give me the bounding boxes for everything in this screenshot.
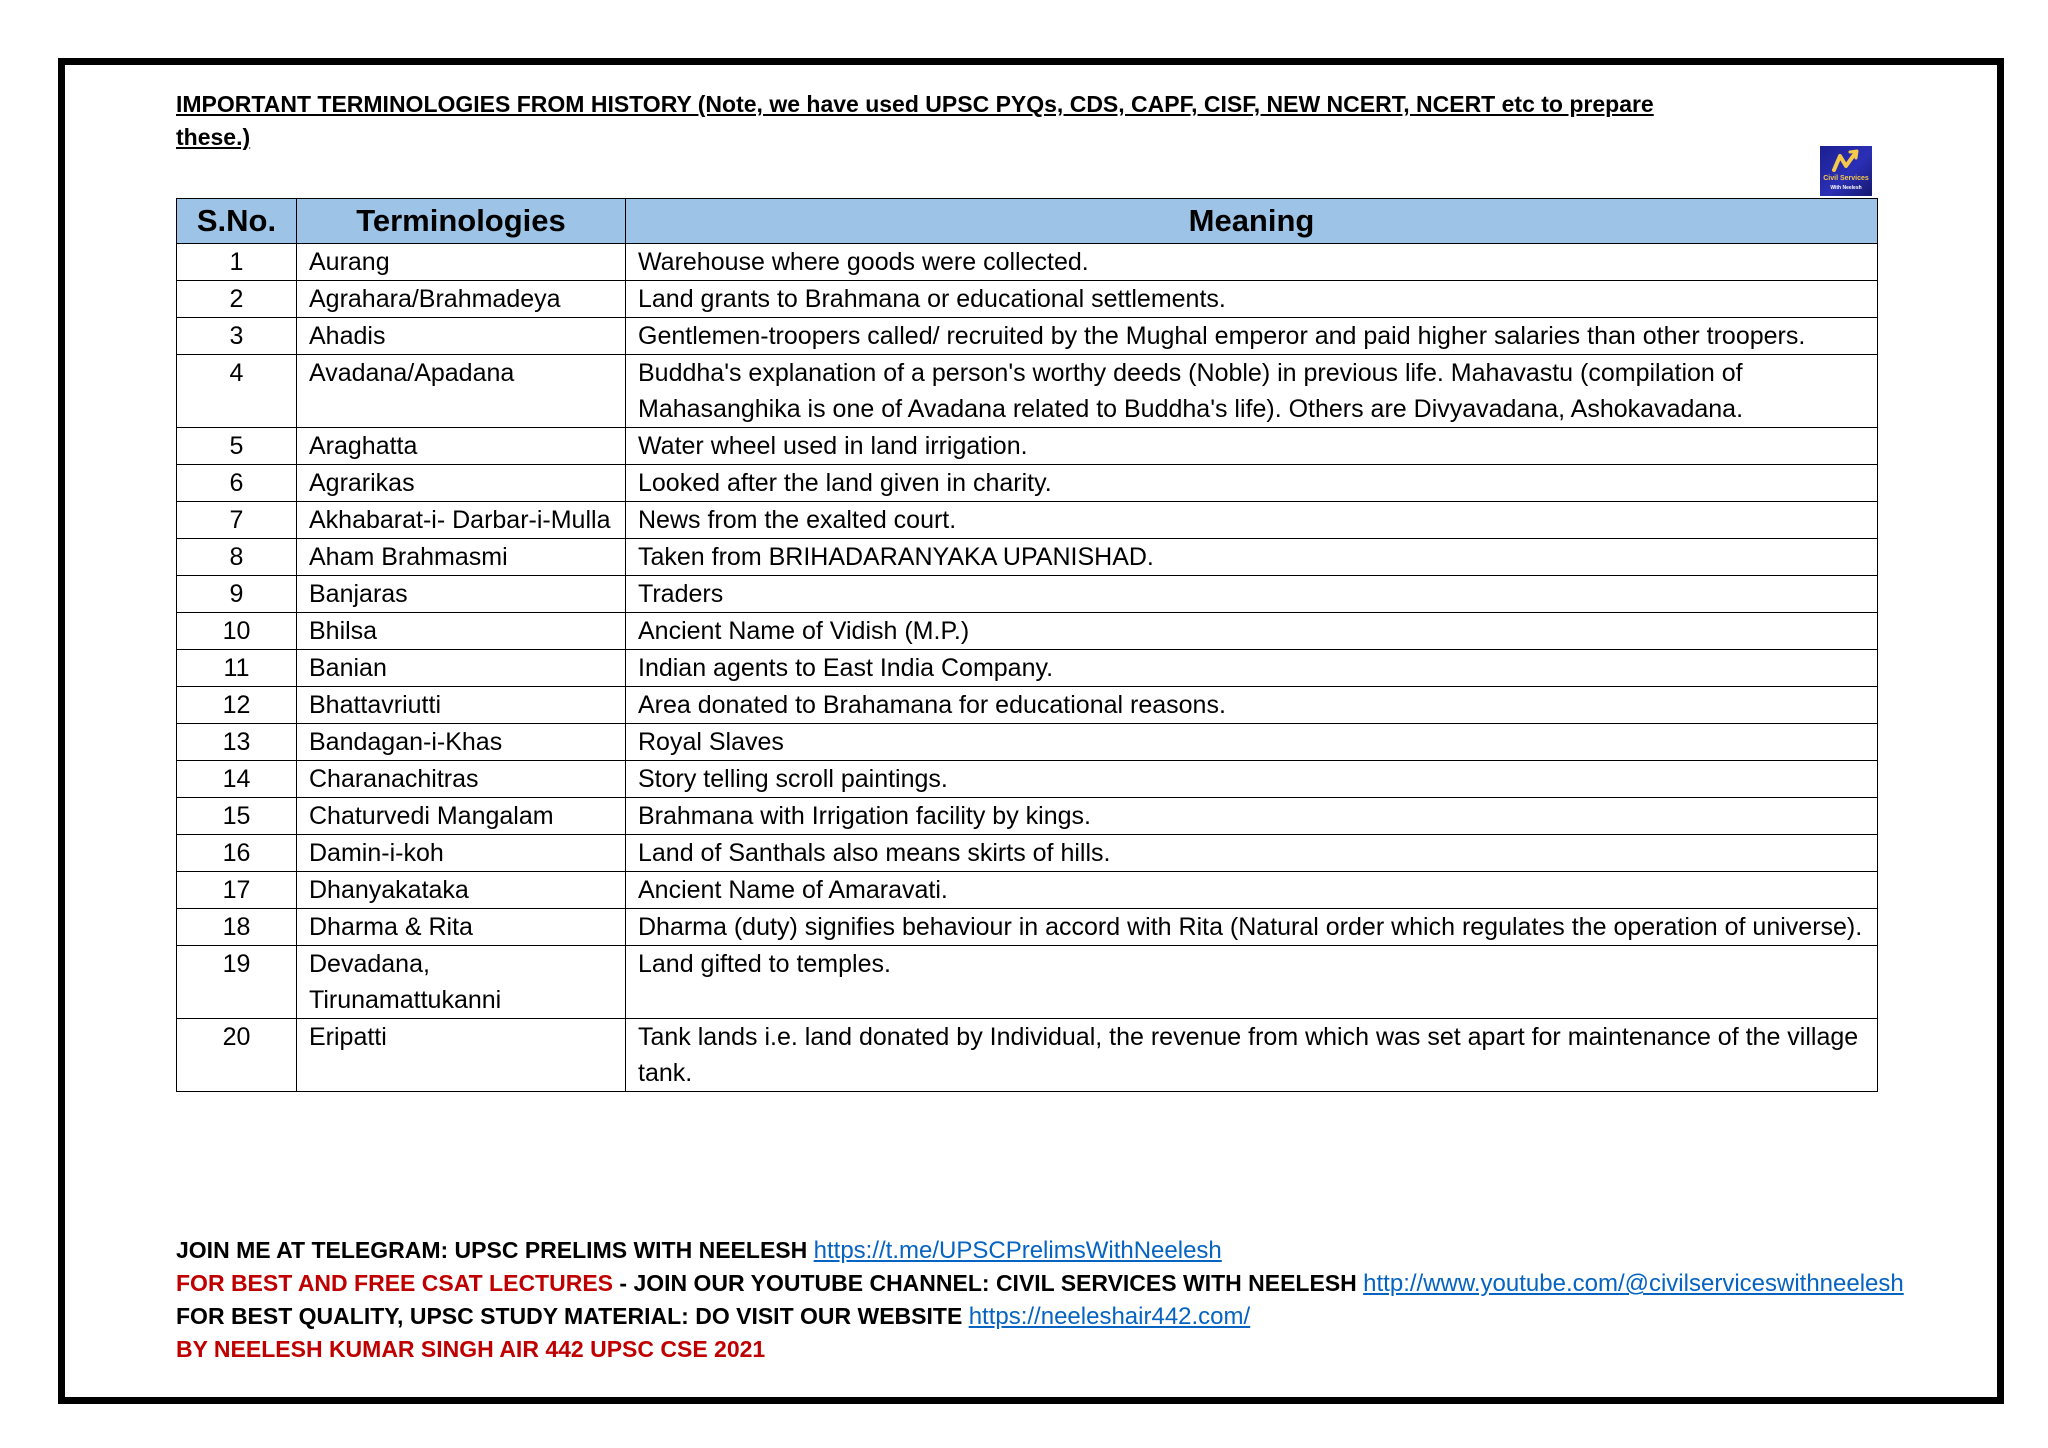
cell-sno: 20	[177, 1019, 297, 1092]
footer-website-line	[176, 1300, 1976, 1333]
table-row	[177, 281, 1878, 318]
cell-sno: 5	[177, 428, 297, 465]
cell-sno: 10	[177, 613, 297, 650]
page-title: IMPORTANT TERMINOLOGIES FROM HISTORY (Note, we have used UPSC PYQs, CDS, CAPF, CISF, NEW NCERT, NCERT etc to prepare these.)	[176, 91, 1654, 150]
terminology-table	[176, 198, 1878, 1092]
telegram-link[interactable]: https://t.me/UPSCPrelimsWithNeelesh	[813, 1237, 1222, 1264]
cell-meaning: Looked after the land given in charity.	[626, 465, 1878, 502]
cell-term: Aurang	[297, 244, 626, 281]
cell-sno: 1	[177, 244, 297, 281]
cell-sno: 8	[177, 539, 297, 576]
cell-meaning: Tank lands i.e. land donated by Individual, the revenue from which was set apart for maintenance of the village tank.	[626, 1019, 1878, 1092]
website-text: FOR BEST QUALITY, UPSC STUDY MATERIAL: DO VISIT OUR WEBSITE	[176, 1303, 969, 1329]
table-row	[177, 798, 1878, 835]
table-row	[177, 872, 1878, 909]
cell-meaning: Land gifted to temples.	[626, 946, 1878, 1019]
civil-services-logo	[1820, 146, 1872, 196]
table-row	[177, 613, 1878, 650]
table-row	[177, 428, 1878, 465]
cell-term: Araghatta	[297, 428, 626, 465]
cell-sno: 13	[177, 724, 297, 761]
table-row	[177, 244, 1878, 281]
cell-meaning: Indian agents to East India Company.	[626, 650, 1878, 687]
cell-term: Banjaras	[297, 576, 626, 613]
website-link[interactable]: https://neeleshair442.com/	[968, 1303, 1251, 1330]
youtube-link[interactable]: http://www.youtube.com/@civilserviceswithneelesh	[1363, 1270, 1904, 1297]
table-body	[177, 244, 1878, 1092]
cell-term: Agrahara/Brahmadeya	[297, 281, 626, 318]
table-row	[177, 835, 1878, 872]
cell-sno: 16	[177, 835, 297, 872]
table-row	[177, 761, 1878, 798]
cell-meaning: News from the exalted court.	[626, 502, 1878, 539]
table-row	[177, 650, 1878, 687]
header-meaning: Meaning	[626, 199, 1878, 244]
cell-meaning: Warehouse where goods were collected.	[626, 244, 1878, 281]
table-row	[177, 909, 1878, 946]
cell-term: Akhabarat-i- Darbar-i-Mulla	[297, 502, 626, 539]
header-sno: S.No.	[177, 199, 297, 244]
cell-term: Damin-i-koh	[297, 835, 626, 872]
cell-sno: 19	[177, 946, 297, 1019]
cell-term: Ahadis	[297, 318, 626, 355]
table-row	[177, 502, 1878, 539]
cell-meaning: Water wheel used in land irrigation.	[626, 428, 1878, 465]
cell-meaning: Buddha's explanation of a person's worthy deeds (Noble) in previous life. Mahavastu (compilation of Mahasanghika is one of Avadana related to Buddha's life). Others are Divyavadana, Ashokavadana.	[626, 355, 1878, 428]
cell-sno: 17	[177, 872, 297, 909]
table-row	[177, 946, 1878, 1019]
cell-meaning: Royal Slaves	[626, 724, 1878, 761]
cell-sno: 2	[177, 281, 297, 318]
cell-meaning: Brahmana with Irrigation facility by kings.	[626, 798, 1878, 835]
table-row	[177, 576, 1878, 613]
logo-swoosh-icon	[1820, 146, 1872, 176]
cell-sno: 4	[177, 355, 297, 428]
cell-term: Avadana/Apadana	[297, 355, 626, 428]
cell-term: Chaturvedi Mangalam	[297, 798, 626, 835]
footer-author-line: BY NEELESH KUMAR SINGH AIR 442 UPSC CSE 2021	[176, 1336, 766, 1362]
cell-sno: 18	[177, 909, 297, 946]
table-row	[177, 687, 1878, 724]
cell-term: Bandagan-i-Khas	[297, 724, 626, 761]
cell-meaning: Area donated to Brahamana for educational reasons.	[626, 687, 1878, 724]
cell-sno: 14	[177, 761, 297, 798]
table-row	[177, 465, 1878, 502]
table-row	[177, 318, 1878, 355]
cell-term: Charanachitras	[297, 761, 626, 798]
csat-red-text: FOR BEST AND FREE CSAT LECTURES	[176, 1270, 620, 1296]
table-row	[177, 724, 1878, 761]
cell-sno: 7	[177, 502, 297, 539]
table-row	[177, 539, 1878, 576]
cell-sno: 15	[177, 798, 297, 835]
cell-meaning: Land of Santhals also means skirts of hills.	[626, 835, 1878, 872]
cell-meaning: Traders	[626, 576, 1878, 613]
cell-sno: 12	[177, 687, 297, 724]
cell-term: Eripatti	[297, 1019, 626, 1092]
footer	[176, 1234, 1976, 1366]
cell-meaning: Ancient Name of Amaravati.	[626, 872, 1878, 909]
cell-term: Agrarikas	[297, 465, 626, 502]
logo-text-line2: With Neelesh	[1830, 185, 1862, 191]
cell-meaning: Story telling scroll paintings.	[626, 761, 1878, 798]
cell-term: Devadana, Tirunamattukanni	[297, 946, 626, 1019]
cell-meaning: Land grants to Brahmana or educational settlements.	[626, 281, 1878, 318]
cell-term: Dhanyakataka	[297, 872, 626, 909]
cell-meaning: Taken from BRIHADARANYAKA UPANISHAD.	[626, 539, 1878, 576]
cell-term: Banian	[297, 650, 626, 687]
cell-sno: 9	[177, 576, 297, 613]
telegram-text: JOIN ME AT TELEGRAM: UPSC PRELIMS WITH NEELESH	[176, 1237, 814, 1263]
cell-term: Dharma & Rita	[297, 909, 626, 946]
cell-term: Bhilsa	[297, 613, 626, 650]
header-terminologies: Terminologies	[297, 199, 626, 244]
cell-term: Aham Brahmasmi	[297, 539, 626, 576]
table-header-row	[177, 199, 1878, 244]
csat-text: - JOIN OUR YOUTUBE CHANNEL: CIVIL SERVICES WITH NEELESH	[619, 1270, 1364, 1296]
table-row	[177, 1019, 1878, 1092]
cell-sno: 6	[177, 465, 297, 502]
logo-text-line1: Civil Services	[1823, 175, 1869, 182]
table-row	[177, 355, 1878, 428]
cell-sno: 11	[177, 650, 297, 687]
cell-term: Bhattavriutti	[297, 687, 626, 724]
cell-meaning: Dharma (duty) signifies behaviour in accord with Rita (Natural order which regulates the operation of universe).	[626, 909, 1878, 946]
footer-csat-line	[176, 1267, 1976, 1300]
cell-meaning: Gentlemen-troopers called/ recruited by the Mughal emperor and paid higher salaries than other troopers.	[626, 318, 1878, 355]
cell-sno: 3	[177, 318, 297, 355]
cell-meaning: Ancient Name of Vidish (M.P.)	[626, 613, 1878, 650]
footer-telegram-line	[176, 1234, 1976, 1267]
